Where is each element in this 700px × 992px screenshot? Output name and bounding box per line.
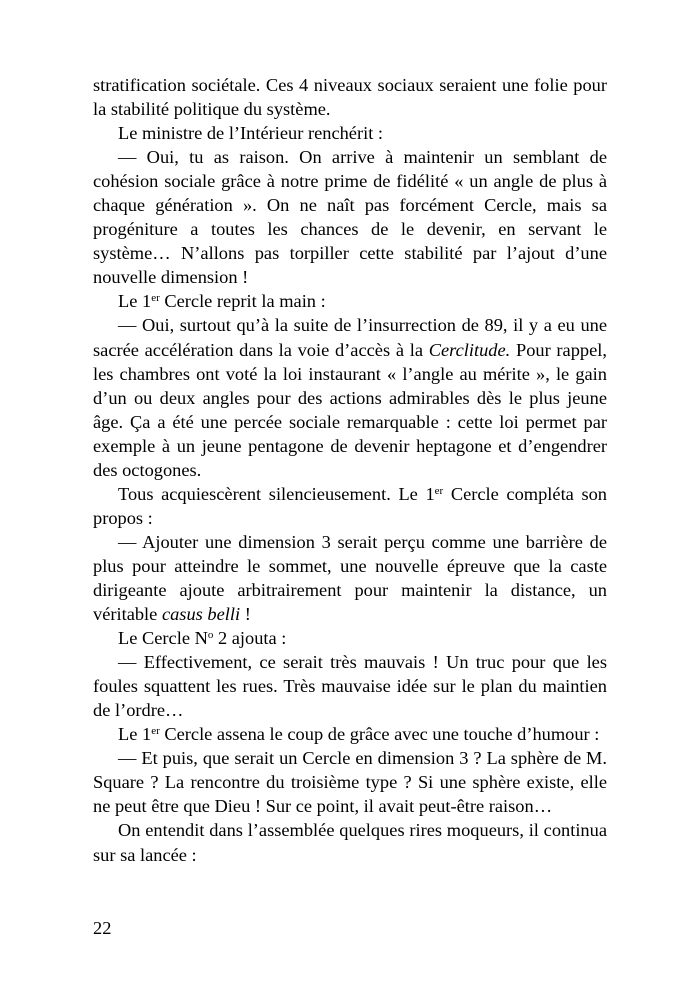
text-segment: — Et puis, que serait un Cercle en dimension 3 ? La sphère de M. Square ? La rencontre du troisième type ? Si une sphère existe, elle ne peut être que Dieu ! Sur ce point, il avait peut-être raison… bbox=[93, 748, 607, 817]
text-segment: Pour rappel, les chambres ont voté la loi instaurant « l’angle au mérite », le gain d’un ou deux angles pour des actions admirables dès le plus jeune âge. Ça a été une percée sociale remarquable : cette loi permet par exemple à un jeune pentagone de devenir heptagone et d’engendrer des octogones. bbox=[93, 339, 607, 480]
paragraph bbox=[93, 73, 607, 121]
paragraph bbox=[93, 145, 607, 289]
text-segment: Le 1 bbox=[118, 291, 152, 312]
text-segment: — Oui, tu as raison. On arrive à maintenir un semblant de cohésion sociale grâce à notre prime de fidélité « un angle de plus à chaque génération ». On ne naît pas forcément Cercle, mais sa progéniture a toutes les chances de le devenir, en servant le système… N’allons pas torpiller cette stabilité par l’ajout d’une nouvelle dimension ! bbox=[93, 147, 607, 288]
text-segment: ! bbox=[240, 604, 251, 625]
text-segment: Cercle reprit la main : bbox=[159, 291, 326, 312]
text-segment: Cercle assena le coup de grâce avec une touche d’humour : bbox=[159, 724, 600, 745]
text-segment: 2 ajouta : bbox=[213, 628, 287, 649]
text-segment: Tous acquiescèrent silencieusement. Le 1 bbox=[118, 483, 435, 504]
paragraph bbox=[93, 626, 607, 650]
text-segment: Le ministre de l’Intérieur renchérit : bbox=[118, 123, 384, 144]
paragraph bbox=[93, 746, 607, 818]
text-segment: — Oui, surtout qu’à la suite de l’insurrection de 89, il y a eu une sacrée accélération dans la voie d’accès à la bbox=[93, 315, 607, 360]
paragraph bbox=[93, 530, 607, 626]
superscript: er bbox=[434, 484, 444, 497]
page-number: 22 bbox=[93, 918, 112, 938]
body-text bbox=[93, 73, 607, 867]
text-segment: stratification sociétale. Ces 4 niveaux sociaux seraient une folie pour la stabilité politique du système. bbox=[93, 75, 607, 120]
paragraph bbox=[93, 818, 607, 866]
italic-text: casus belli bbox=[161, 604, 241, 625]
text-segment: Le 1 bbox=[118, 724, 152, 745]
italic-text: Cerclitude. bbox=[428, 339, 511, 360]
superscript: er bbox=[151, 292, 160, 305]
superscript: er bbox=[151, 725, 160, 738]
paragraph bbox=[93, 650, 607, 722]
text-segment: On entendit dans l’assemblée quelques rires moqueurs, il continua sur sa lancée : bbox=[93, 820, 607, 865]
paragraph bbox=[93, 482, 607, 530]
paragraph bbox=[93, 722, 607, 746]
text-segment: Cercle compléta son propos : bbox=[93, 483, 607, 528]
paragraph bbox=[93, 121, 607, 145]
paragraph bbox=[93, 289, 607, 313]
text-segment: — Ajouter une dimension 3 serait perçu comme une barrière de plus pour atteindre le sommet, une nouvelle épreuve que la caste dirigeante ajoute arbitrairement pour maintenir la distance, un véritable bbox=[93, 531, 607, 625]
text-segment: Le Cercle N bbox=[118, 628, 208, 649]
superscript: o bbox=[207, 629, 214, 642]
text-segment: — Effectivement, ce serait très mauvais ! Un truc pour que les foules squattent les rues. Très mauvaise idée sur le plan du maintien de l’ordre… bbox=[93, 652, 607, 721]
paragraph bbox=[93, 313, 607, 481]
